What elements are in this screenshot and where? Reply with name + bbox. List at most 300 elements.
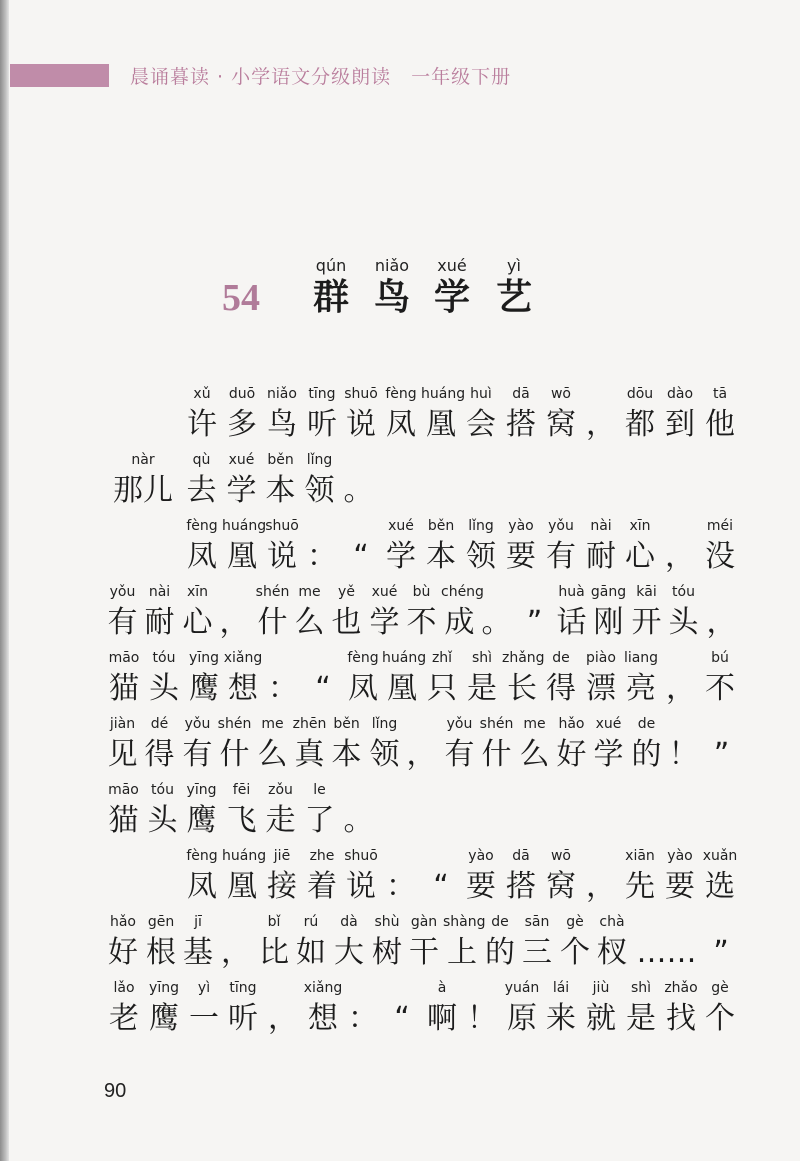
pinyin: gàn [410, 914, 438, 930]
pinyin: dā [512, 848, 530, 864]
hanzi: ， [586, 869, 616, 904]
ruby-character [104, 980, 144, 1040]
ruby-character [300, 782, 339, 842]
ruby-character [182, 782, 221, 842]
ruby-character [700, 848, 740, 908]
hanzi: 凤 [386, 407, 416, 442]
hanzi: “ [433, 869, 449, 904]
hanzi: 凰 [227, 869, 257, 904]
hanzi: 有 [444, 737, 475, 772]
hanzi: 什 [481, 737, 512, 772]
hanzi: 走 [265, 803, 296, 838]
hanzi: 听 [307, 407, 337, 442]
ruby-character [700, 980, 740, 1040]
hanzi: 学 [226, 473, 257, 508]
hanzi: 头 [668, 605, 699, 640]
pinyin: lǐng [468, 518, 494, 534]
punctuation [216, 584, 253, 644]
ruby-character [104, 452, 182, 512]
hanzi: 领 [304, 473, 335, 508]
pinyin: jiù [592, 980, 610, 996]
hanzi: 耐 [586, 539, 616, 574]
hanzi: 艺 [495, 277, 532, 318]
ruby-character [179, 914, 217, 974]
ruby-character [421, 258, 483, 318]
hanzi: 要 [665, 869, 695, 904]
hanzi: 比 [259, 935, 289, 970]
pinyin: tóu [151, 782, 174, 798]
pinyin: yào [667, 848, 693, 864]
pinyin: gè [711, 980, 729, 996]
hanzi: 鸟 [373, 277, 410, 318]
ruby-character [461, 386, 501, 446]
ruby-character [303, 980, 343, 1040]
hanzi: “ [353, 539, 369, 574]
pinyin: chéng [441, 584, 484, 600]
pinyin: xīn [629, 518, 651, 534]
ruby-character [501, 518, 541, 578]
hanzi: 就 [586, 1001, 616, 1036]
pinyin: jī [194, 914, 202, 930]
hanzi: 去 [186, 473, 217, 508]
hanzi: 么 [257, 737, 288, 772]
ruby-character [222, 452, 261, 512]
ruby-character [182, 386, 222, 446]
hanzi: 想 [228, 671, 258, 706]
ruby-character [556, 914, 594, 974]
ruby-character [581, 650, 621, 710]
pinyin: zǒu [268, 782, 293, 798]
pinyin: wō [550, 848, 571, 864]
hanzi: 心 [182, 605, 213, 640]
pinyin: fēi [232, 782, 251, 798]
pinyin: yě [338, 584, 355, 600]
ruby-character [184, 650, 224, 710]
hanzi: ： [268, 671, 298, 706]
hanzi: 都 [625, 407, 655, 442]
ruby-character [541, 848, 581, 908]
pinyin: à [437, 980, 447, 996]
pinyin: xiǎng [223, 650, 263, 666]
hanzi: 是 [467, 671, 497, 706]
ruby-character [628, 584, 665, 644]
hanzi: 的 [485, 935, 515, 970]
hanzi: 漂 [586, 671, 616, 706]
hanzi: 鹰 [189, 671, 219, 706]
hanzi: 亮 [626, 671, 656, 706]
hanzi: 好 [556, 737, 587, 772]
ruby-character [441, 584, 484, 644]
hanzi: 什 [219, 737, 250, 772]
punctuation [703, 584, 740, 644]
pinyin: huáng [222, 518, 267, 534]
ruby-character [422, 650, 462, 710]
ruby-character [361, 258, 423, 318]
pinyin: fèng [385, 386, 417, 402]
hanzi: 开 [631, 605, 662, 640]
ruby-character [330, 914, 368, 974]
pinyin: xuǎn [702, 848, 738, 864]
ruby-character [422, 980, 462, 1040]
pinyin: bú [711, 650, 729, 666]
hanzi: “ [394, 1001, 410, 1036]
pinyin: shén [255, 584, 290, 600]
ruby-character [665, 584, 702, 644]
pinyin: nàr [131, 452, 155, 468]
pinyin: lǐng [371, 716, 398, 732]
pinyin: xiǎng [303, 980, 343, 996]
ruby-character [382, 650, 427, 710]
ruby-character [261, 782, 300, 842]
ruby-character [222, 782, 261, 842]
ruby-character [300, 258, 362, 318]
ruby-character [144, 650, 184, 710]
ruby-character [222, 518, 267, 578]
ruby-character [182, 452, 221, 512]
ruby-character [403, 584, 440, 644]
hanzi: 想 [308, 1001, 338, 1036]
hanzi: 的 [631, 737, 662, 772]
pinyin: tóu [672, 584, 695, 600]
pinyin: jiē [273, 848, 291, 864]
ruby-character [141, 716, 178, 776]
ruby-character [302, 848, 342, 908]
ruby-character [462, 650, 502, 710]
hanzi: 是 [626, 1001, 656, 1036]
ruby-character [104, 914, 142, 974]
ruby-character [104, 584, 141, 644]
hanzi: ， [406, 737, 437, 772]
hanzi: 基 [183, 935, 213, 970]
ruby-character [700, 386, 740, 446]
ruby-character [621, 980, 661, 1040]
ruby-character [182, 518, 222, 578]
pinyin: xué [388, 518, 414, 534]
hanzi: 三 [522, 935, 552, 970]
hanzi: 找 [666, 1001, 696, 1036]
ruby-character [328, 716, 365, 776]
hanzi: 原 [507, 1001, 537, 1036]
hanzi: 凰 [227, 539, 257, 574]
punctuation [263, 650, 303, 710]
pinyin: zhe [309, 848, 335, 864]
hanzi: ” [713, 935, 729, 970]
ruby-character [254, 716, 291, 776]
pinyin: tóu [152, 650, 176, 666]
hanzi: ！ [467, 1001, 497, 1036]
pinyin: bǐ [267, 914, 281, 930]
hanzi: 好 [108, 935, 138, 970]
ruby-character [620, 518, 660, 578]
punctuation [302, 518, 342, 578]
pinyin: zhēn [292, 716, 327, 732]
hanzi: 他 [705, 407, 735, 442]
pinyin: méi [706, 518, 734, 534]
header-color-band [10, 64, 109, 87]
pinyin: yǒu [109, 584, 136, 600]
hanzi: 学 [433, 277, 470, 318]
hanzi: ： [307, 539, 337, 574]
ruby-character [223, 650, 263, 710]
hanzi: 么 [294, 605, 325, 640]
pinyin: zhǎng [502, 650, 545, 666]
hanzi: 着 [307, 869, 337, 904]
hanzi: …… [636, 935, 697, 970]
pinyin: niǎo [374, 256, 410, 275]
pinyin: me [261, 716, 284, 732]
punctuation [478, 584, 515, 644]
punctuation [382, 980, 422, 1040]
hanzi: 。 [343, 473, 374, 508]
pinyin: fèng [186, 518, 218, 534]
pinyin: běn [267, 452, 294, 468]
hanzi: 不 [705, 671, 735, 706]
hanzi: 干 [409, 935, 439, 970]
hanzi: 。 [481, 605, 512, 640]
punctuation [341, 518, 381, 578]
ruby-character [184, 980, 224, 1040]
hanzi: 也 [331, 605, 362, 640]
pinyin: fèng [186, 848, 218, 864]
punctuation [403, 716, 440, 776]
ruby-character [501, 386, 541, 446]
ruby-character [143, 782, 182, 842]
hanzi: 心 [625, 539, 655, 574]
running-header: 晨诵暮读 · 小学语文分级朗读 一年级下册 [130, 66, 512, 88]
pinyin: hǎo [558, 716, 585, 732]
hanzi: 本 [426, 539, 456, 574]
hanzi: 大 [334, 935, 364, 970]
hanzi: 到 [665, 407, 695, 442]
pinyin: yǒu [548, 518, 574, 534]
pinyin: rú [303, 914, 319, 930]
pinyin: xǔ [193, 386, 211, 402]
ruby-character [291, 584, 328, 644]
hanzi: 头 [147, 803, 178, 838]
pinyin: hǎo [109, 914, 137, 930]
pinyin: me [523, 716, 546, 732]
pinyin: shì [630, 980, 652, 996]
ruby-character [291, 716, 328, 776]
punctuation [665, 716, 702, 776]
pinyin: xīn [186, 584, 209, 600]
ruby-character [502, 650, 545, 710]
hanzi: ， [221, 935, 251, 970]
hanzi: 有 [546, 539, 576, 574]
ruby-character [261, 452, 300, 512]
pinyin: gè [566, 914, 584, 930]
pinyin: tīng [308, 386, 336, 402]
pinyin: yì [197, 980, 211, 996]
pinyin: xué [228, 452, 255, 468]
pinyin: bù [412, 584, 431, 600]
hanzi: 凤 [348, 671, 378, 706]
hanzi: 鹰 [149, 1001, 179, 1036]
punctuation [703, 716, 740, 776]
pinyin: le [313, 782, 326, 798]
pinyin: de [637, 716, 656, 732]
hanzi: 凰 [387, 671, 417, 706]
hanzi: 得 [144, 737, 175, 772]
hanzi: ， [666, 671, 696, 706]
ruby-character [590, 584, 627, 644]
hanzi: 鹰 [186, 803, 217, 838]
hanzi: 成 [444, 605, 475, 640]
pinyin: dà [340, 914, 358, 930]
pinyin: gēn [147, 914, 175, 930]
pinyin: nài [148, 584, 171, 600]
hanzi: ： [386, 869, 416, 904]
ruby-character [461, 518, 501, 578]
ruby-character [368, 914, 406, 974]
punctuation [660, 518, 700, 578]
hanzi: 本 [265, 473, 296, 508]
ruby-character [341, 848, 381, 908]
hanzi: ， [268, 1001, 298, 1036]
pinyin: shù [374, 914, 400, 930]
pinyin: chà [599, 914, 625, 930]
pinyin: de [552, 650, 570, 666]
ruby-character [222, 386, 262, 446]
pinyin: huì [470, 386, 492, 402]
pinyin: yǒu [184, 716, 211, 732]
hanzi: 一 [189, 1001, 219, 1036]
pinyin: yīng [149, 980, 179, 996]
pinyin: liang [623, 650, 659, 666]
ruby-character [292, 914, 330, 974]
punctuation [421, 848, 461, 908]
hanzi: 。 [343, 803, 374, 838]
ruby-character [483, 258, 545, 318]
punctuation [661, 650, 701, 710]
ruby-character [700, 650, 740, 710]
ruby-character [302, 386, 342, 446]
pinyin: shàng [443, 914, 486, 930]
ruby-character [343, 650, 383, 710]
pinyin: jiàn [109, 716, 136, 732]
hanzi: 了 [304, 803, 335, 838]
ruby-character [581, 980, 621, 1040]
ruby-character [661, 980, 701, 1040]
pinyin: piào [586, 650, 616, 666]
hanzi: 树 [372, 935, 402, 970]
punctuation [217, 914, 255, 974]
pinyin: dōu [626, 386, 654, 402]
hanzi: 多 [227, 407, 257, 442]
hanzi: 学 [386, 539, 416, 574]
ruby-character [700, 518, 740, 578]
hanzi: 只 [427, 671, 457, 706]
hanzi: “ [315, 671, 331, 706]
hanzi: 窝 [546, 407, 576, 442]
hanzi: 本 [331, 737, 362, 772]
ruby-character [516, 716, 553, 776]
ruby-character [628, 716, 665, 776]
ruby-character [141, 584, 178, 644]
pinyin: yīng [189, 650, 219, 666]
ruby-character [590, 716, 627, 776]
ruby-character [222, 848, 267, 908]
hanzi: 会 [466, 407, 496, 442]
hanzi: 听 [228, 1001, 258, 1036]
ruby-character [421, 386, 466, 446]
page-number: 90 [104, 1080, 127, 1102]
pinyin: shén [479, 716, 514, 732]
pinyin: dā [512, 386, 530, 402]
ruby-character [262, 386, 302, 446]
pinyin: tīng [229, 980, 257, 996]
ruby-character [541, 518, 581, 578]
ruby-character [421, 518, 461, 578]
hanzi: 话 [556, 605, 587, 640]
ruby-character [341, 386, 381, 446]
ruby-character [620, 386, 660, 446]
hanzi: 真 [294, 737, 325, 772]
pinyin: kāi [636, 584, 657, 600]
ruby-character [541, 650, 581, 710]
pinyin: dé [150, 716, 169, 732]
hanzi: 要 [466, 869, 496, 904]
pinyin: yǒu [446, 716, 473, 732]
pinyin: shén [217, 716, 252, 732]
pinyin: běn [427, 518, 455, 534]
hanzi: 猫 [108, 803, 139, 838]
hanzi: 窝 [546, 869, 576, 904]
ruby-character [216, 716, 253, 776]
hanzi: ， [219, 605, 250, 640]
hanzi: ！ [668, 737, 699, 772]
hanzi: 学 [593, 737, 624, 772]
ruby-character [142, 914, 180, 974]
pinyin: zhǐ [431, 650, 453, 666]
hanzi: 说 [346, 869, 376, 904]
ruby-character [553, 716, 590, 776]
hanzi: 猫 [109, 671, 139, 706]
hanzi: 什 [257, 605, 288, 640]
hanzi: 如 [296, 935, 326, 970]
ruby-character [541, 386, 581, 446]
ruby-character [254, 584, 291, 644]
hanzi: ” [526, 605, 543, 640]
ruby-character [553, 584, 590, 644]
hanzi: 有 [107, 605, 138, 640]
ruby-character [223, 980, 263, 1040]
ruby-character [104, 716, 141, 776]
pinyin: fèng [347, 650, 379, 666]
pinyin: xiān [625, 848, 655, 864]
punctuation [339, 782, 378, 842]
pinyin: shì [471, 650, 493, 666]
ruby-character [328, 584, 365, 644]
hanzi: 长 [507, 671, 537, 706]
hanzi: 群 [312, 277, 349, 318]
ruby-character [660, 848, 700, 908]
pinyin: shuō [265, 518, 299, 534]
pinyin: yì [507, 256, 521, 275]
hanzi: ， [706, 605, 737, 640]
ruby-character [620, 848, 660, 908]
ruby-character [381, 518, 421, 578]
ruby-character [461, 848, 501, 908]
pinyin: xué [595, 716, 622, 732]
pinyin: yào [508, 518, 534, 534]
hanzi: 没 [705, 539, 735, 574]
ruby-character [593, 914, 631, 974]
pinyin: yuán [504, 980, 540, 996]
pinyin: huáng [222, 848, 267, 864]
pinyin: sān [524, 914, 550, 930]
pinyin: gāng [590, 584, 627, 600]
